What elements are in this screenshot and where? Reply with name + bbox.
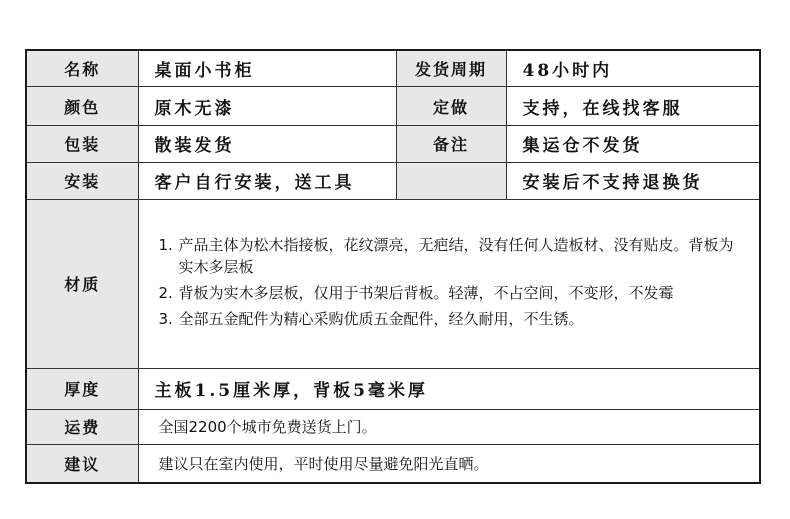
spec-row-name xyxy=(26,50,760,87)
empty-cell xyxy=(396,162,506,199)
product-spec-table xyxy=(25,49,761,484)
value-packaging: 散装发货 xyxy=(138,126,396,163)
value-custom: 支持，在线找客服 xyxy=(506,87,760,126)
label-shipping-fee: 运费 xyxy=(26,409,138,444)
value-return-policy: 安装后不支持退换货 xyxy=(506,162,760,199)
spec-row-install xyxy=(26,162,760,199)
label-install: 安装 xyxy=(26,162,138,199)
spec-row-thickness xyxy=(26,369,760,410)
material-item: 3. 全部五金配件为精心采购优质五金配件，经久耐用，不生锈。 xyxy=(158,309,584,328)
label-color: 颜色 xyxy=(26,87,138,126)
label-custom: 定做 xyxy=(396,87,506,126)
material-item: 2. 背板为实木多层板，仅用于书架后背板。轻薄，不占空间，不变形，不发霉 xyxy=(158,283,674,302)
value-note: 集运仓不发货 xyxy=(506,126,760,163)
spec-row-material xyxy=(26,199,760,369)
value-color: 原木无漆 xyxy=(138,87,396,126)
label-note: 备注 xyxy=(396,126,506,163)
label-packaging: 包装 xyxy=(26,126,138,163)
value-shipping-period: 48小时内 xyxy=(506,50,760,87)
spec-row-shipping-fee xyxy=(26,409,760,444)
spec-row-packaging xyxy=(26,126,760,163)
spec-row-color xyxy=(26,87,760,126)
value-name: 桌面小书柜 xyxy=(138,50,396,87)
label-shipping-period: 发货周期 xyxy=(396,50,506,87)
material-item: 1. 产品主体为松木指接板，花纹漂亮，无疤结，没有任何人造板材、没有贴皮。背板为实木多层板 xyxy=(158,235,734,276)
label-name: 名称 xyxy=(26,50,138,87)
value-thickness: 主板1.5厘米厚，背板5毫米厚 xyxy=(138,369,760,410)
spec-row-advice xyxy=(26,444,760,483)
label-material: 材质 xyxy=(26,199,138,369)
material-cell xyxy=(138,199,760,369)
value-advice: 建议只在室内使用，平时使用尽量避免阳光直晒。 xyxy=(138,444,760,483)
value-shipping-fee: 全国2200个城市免费送货上门。 xyxy=(138,409,760,444)
material-list xyxy=(139,234,760,330)
label-thickness: 厚度 xyxy=(26,369,138,410)
label-advice: 建议 xyxy=(26,444,138,483)
value-install: 客户自行安装，送工具 xyxy=(138,162,396,199)
